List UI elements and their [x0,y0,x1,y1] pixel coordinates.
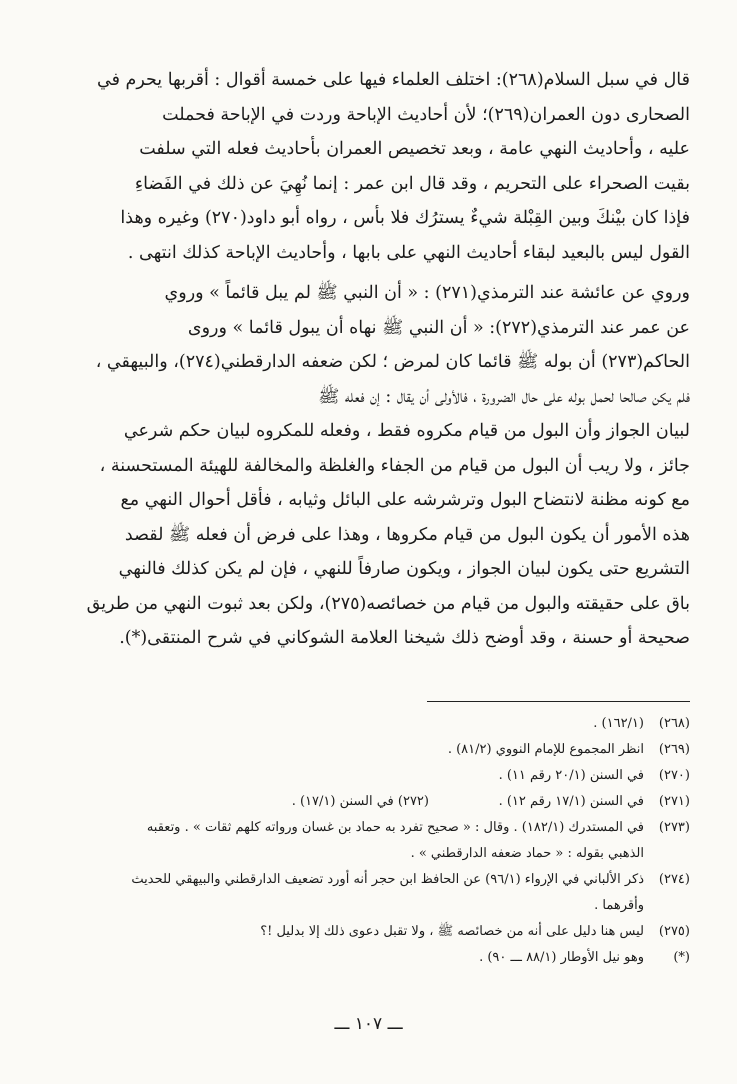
text-line: فإذا كان بيْنكَ وبين القِبْلة شيءٌ يسترُك فلا بأس ، رواه أبو داود(٢٧٠) وغيره وهذا [120,208,690,228]
paragraph-1 [50,63,690,270]
footnote-text [50,789,644,815]
text-line: باق على حقيقته والبول من قيام من خصائصه(٢٧٥)، ولكن بعد ثبوت النهي من طريق [86,593,690,614]
footnote-continuation: الذهبي بقوله : « حماد ضعفه الدارقطني » . [410,846,644,861]
text-line: بقيت الصحراء على التحريم ، وقد قال ابن عمر : إنما نُهِيَ عن ذلك في الفَضاءِ [134,173,690,194]
text-line: عن عمر عند الترمذي(٢٧٢): « أن النبي ﷺ نهاه أن يبول قائما » وروى [187,317,690,338]
text-line: فلم يكن صالحا لحمل بوله على حال الضرورة ، فالأولى أن يقال : إن فعله ﷺ [318,386,690,407]
text-line: مع كونه مظنة لانتضاح البول وترشرشه على البائل وثيابه ، فأقل أحوال النهي مع [120,490,690,510]
footnote-text-part: (٢٧٢) في السنن (١٧/١) . [291,794,429,809]
page-number: ـــ ١٠٧ ـــ [334,1014,403,1034]
footnote [50,763,690,789]
footnote [50,867,690,893]
body-text [50,63,690,656]
text-line: عليه ، وأحاديث النهي عامة ، وبعد تخصيص العمران بأحاديث فعله التي سلفت [139,139,690,159]
footnote-text: ليس هنا دليل على أنه من خصائصه ﷺ ، ولا تقبل دعوى ذلك إلا بدليل !؟ [260,924,644,939]
footnote-number: (٢٦٩) [658,742,690,757]
footnote-text: في السنن (٢٠/١ رقم ١١) . [498,768,644,783]
footnote [50,815,690,841]
footnote-number: (٢٧٣) [658,820,690,835]
footnote-number: (٢٧٠) [658,768,690,783]
footnote-number: (٢٧٤) [658,872,690,887]
text-line: الحاكم(٢٧٣) أن بوله ﷺ قائما كان لمرض ؛ لكن ضعفه الدارقطني(٢٧٤)، والبيهقي ، [95,352,690,372]
footnote-continuation: وأقرهما . [594,898,644,913]
text-line: التشريع حتى يكون لبيان الجواز ، ويكون صارفاً للنهي ، فإن لم يكن كذلك فالنهي [118,559,690,579]
paragraph-2 [50,276,690,656]
text-line: الصحارى دون العمران(٢٦٩)؛ لأن أحاديث الإباحة وردت في الإباحة فحملت [162,104,690,125]
footnote [50,789,690,815]
footnote-number: (٢٧١) [658,794,690,809]
footnote-text: وهو نيل الأوطار (٨٨/١ ـــ ٩٠) . [479,950,644,965]
footnote [50,919,690,945]
footnote-text: انظر المجموع للإمام النووي (٨١/٢) . [447,742,644,757]
text-line: وروي عن عائشة عند الترمذي(٢٧١) : « أن النبي ﷺ لم يبل قائماً » وروي [164,283,690,303]
footnote-text: في المستدرك (١٨٢/١) . وقال : « صحيح تفرد به حماد بن غسان ورواته كلهم ثقات » . وتعقبه [146,820,644,835]
text-line: القول ليس بالبعيد لبقاء أحاديث النهي على بابها ، وأحاديث الإباحة كذلك انتهى . [127,242,690,263]
text-line: قال في سبل السلام(٢٦٨): اختلف العلماء فيها على خمسة أقوال : أقربها يحرم في [96,70,690,90]
footnote-text: (١٦٢/١) . [593,716,644,731]
footnote [50,945,690,971]
footnote-text: ذكر الألباني في الإرواء (٩٦/١) عن الحافظ ابن حجر أنه أورد تضعيف الدارقطني والبيهقي للحديث [131,872,644,887]
footnote [50,711,690,737]
text-line: صحيحة أو حسنة ، وقد أوضح ذلك شيخنا العلامة الشوكاني في شرح المنتقى(*). [119,628,690,648]
footnote-number: (*) [673,950,690,965]
footnote-number: (٢٧٥) [658,924,690,939]
footnote-number: (٢٦٨) [658,716,690,731]
footnotes [50,711,690,971]
text-line: هذه الأمور أن يكون البول من قيام مكروها ، وهذا على فرض أن فعله ﷺ لقصد [124,524,690,545]
text-line: لبيان الجواز وأن البول من قيام مكروه فقط ، وفعله للمكروه لبيان حكم شرعي [123,421,690,441]
footnote [50,737,690,763]
footnote-divider [427,701,690,702]
footnote-text-part: في السنن (١٧/١ رقم ١٢) . [498,794,644,809]
text-line: جائز ، ولا ريب أن البول من قيام من الجفاء والغلظة والمخالفة للهيئة المستحسنة ، [99,455,690,476]
